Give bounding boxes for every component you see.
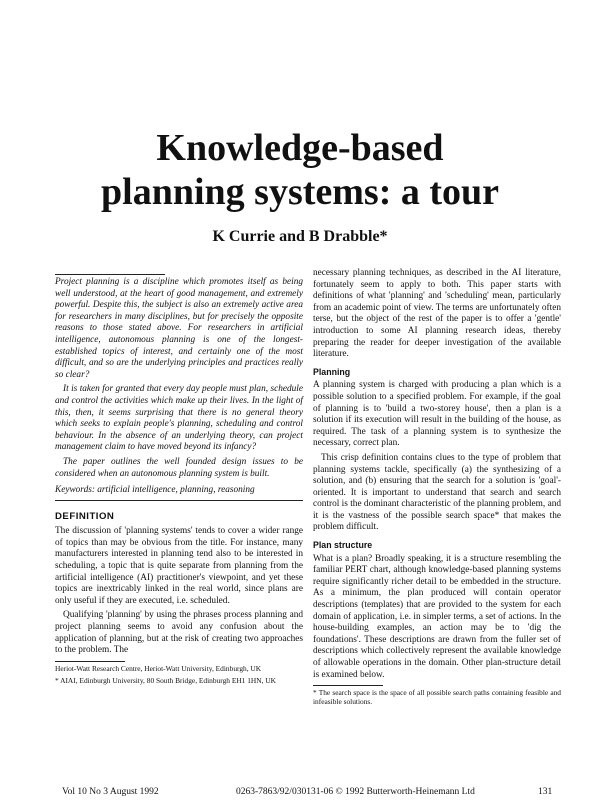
abstract-paragraph: The paper outlines the well founded design issues to be considered when an autonomous planning system is built. xyxy=(55,456,303,479)
authors: K Currie and B Drabble* xyxy=(212,228,388,245)
body-paragraph: A planning system is charged with producing a plan which is a possible solution to a specified problem. For example, if the goal of planning is to 'build a two-storey house', then a plan is a solution if its execution will result in the building of the house, as required. The task of a planning system is to synthesize the necessary, correct plan. xyxy=(313,380,561,449)
subheading-plan-structure: Plan structure xyxy=(313,540,373,551)
footer-copyright: 0263-7863/92/030131-06 © 1992 Butterworth-Heinemann Ltd xyxy=(236,787,475,797)
subheading-planning: Planning xyxy=(313,366,351,377)
right-column xyxy=(313,268,561,709)
footnote: * The search space is the space of all possible search paths containing feasible and infeasible solutions. xyxy=(313,688,561,707)
affiliation-rule xyxy=(55,661,125,662)
paper-title-line-1: Knowledge-based xyxy=(156,127,444,169)
keywords: Keywords: artificial intelligence, planning, reasoning xyxy=(55,485,255,496)
affiliation: * AIAI, Edinburgh University, 80 South Bridge, Edinburgh EH1 1HN, UK xyxy=(55,675,276,685)
abstract-paragraph: Project planning is a discipline which promotes itself as being well understood, at the heart of good management, and extremely powerful. Despite this, the subject is also an extremely active area for researchers in many disciplines, but for precisely the opposite reasons to those stated above. For researchers in artificial intelligence, autonomous planning is one of the longest-established topics of interest, and certainly one of the most difficult, and so are the underlying principles and practices really so clear? xyxy=(55,277,303,380)
abstract-top-rule xyxy=(55,274,165,275)
body-paragraph: necessary planning techniques, as described in the AI literature, fortunately seem to apply to both. This paper starts with definitions of what 'planning' and 'scheduling' mean, particularly from an academic point of view. The terms are unfortunately often terse, but the object of the rest of the paper is to offer a 'gentle' introduction to some AI planning research ideas, thereby preparing the reader for deeper investigation of the available literature. xyxy=(313,268,561,360)
footer-journal-issue: Vol 10 No 3 August 1992 xyxy=(62,787,159,797)
body-paragraph: What is a plan? Broadly speaking, it is a structure resembling the familiar PERT chart, although knowledge-based planning systems require significantly richer detail to be embedded in the structure. As a minimum, the plan produced will contain operator descriptions (templates) that are provided to the system for each domain of application, i.e. in simpler terms, a set of actions. In the house-building examples, an action may be to 'dig the foundations'. These descriptions are drawn from the fuller set of descriptions which collectively represent the available knowledge of allowable operations in the domain. Other plan-structure detail is examined below. xyxy=(313,553,561,680)
footnote-rule xyxy=(313,685,383,686)
section-heading-definition: DEFINITION xyxy=(55,510,115,522)
keywords-rule xyxy=(55,500,303,501)
paper-title-line-2: planning systems: a tour xyxy=(101,171,499,213)
body-paragraph: The discussion of 'planning systems' tends to cover a wider range of topics than may be obvious from the title. For instance, many manufacturers interested in planning tend also to be interested in scheduling, a topic that is quite separate from planning from the artificial intelligence (AI) practitioner's viewpoint, and yet these topics are inextricably linked in the real world, since plans are only useful if they are executed, i.e. scheduled. xyxy=(55,526,303,606)
body-paragraph: Qualifying 'planning' by using the phrases process planning and project planning seems to avoid any confusion about the application of planning, but at the risk of creating two approaches to the problem. The xyxy=(55,610,303,656)
affiliation: Heriot-Watt Research Centre, Heriot-Watt University, Edinburgh, UK xyxy=(55,663,262,673)
body-paragraph: This crisp definition contains clues to the type of problem that planning systems tackle, specifically (a) the synthesizing of a solution, and (b) ensuring that the search for a solution is 'goal'-oriented. It is important to understand that search and search control is the dominant characteristic of the planning problem, and it is the vastness of the possible search space* that makes the problem difficult. xyxy=(313,452,561,533)
abstract xyxy=(55,277,303,480)
left-column xyxy=(55,270,303,688)
footer-page-number: 131 xyxy=(538,787,553,797)
abstract-paragraph: It is taken for granted that every day people must plan, schedule and control the activities which make up their lives. In the light of this, then, it seems surprising that there is no general theory which seeks to explain people's planning, scheduling and control behaviour. In the absence of an underlying theory, can project management claim to have moved beyond its infancy? xyxy=(55,384,303,453)
